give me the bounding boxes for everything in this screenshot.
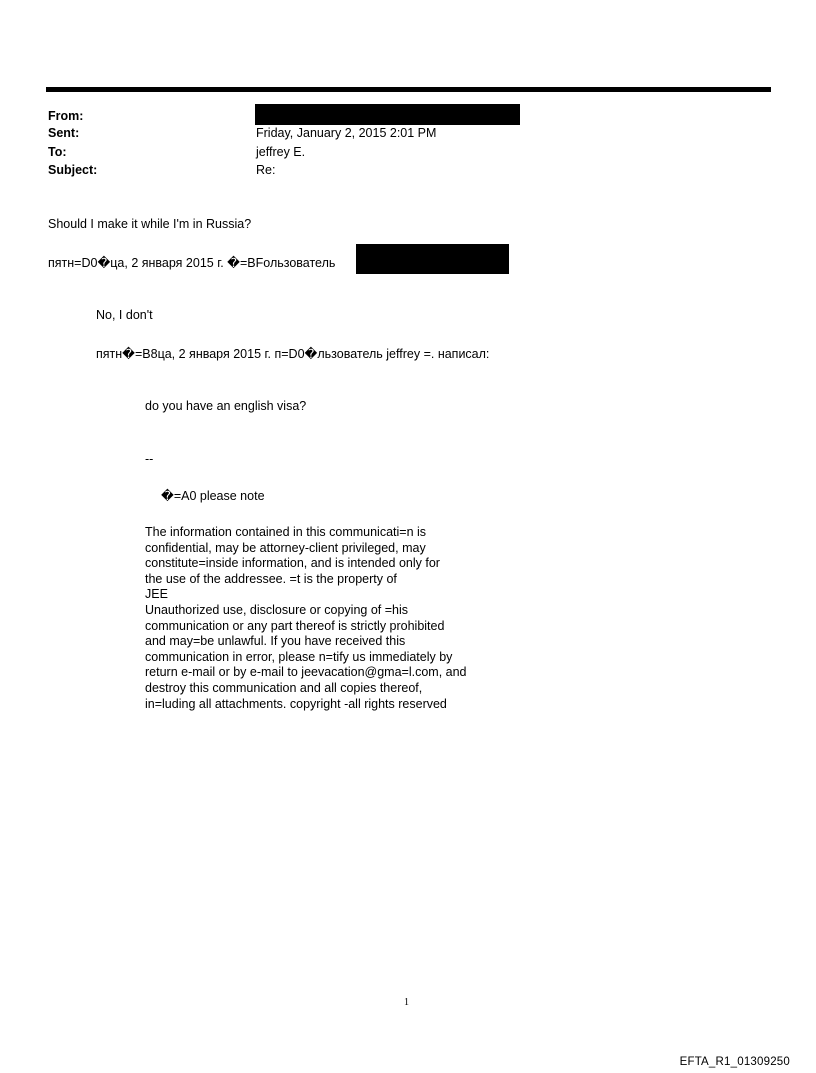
disclaimer-line: constitute=inside information, and is intended only for bbox=[145, 556, 440, 571]
quote-header-2: пятн�=B8ца, 2 января 2015 г. п=D0�льзователь jeffrey =. написал: bbox=[96, 347, 490, 361]
disclaimer-block bbox=[145, 525, 505, 712]
disclaimer-line: Unauthorized use, disclosure or copying of =his bbox=[145, 602, 408, 617]
disclaimer-line: JEE bbox=[145, 587, 168, 602]
disclaimer-line: communication in error, please n=tify us immediately by bbox=[145, 649, 453, 664]
quote-header-1: пятн=D0�ца, 2 января 2015 г. �=BFользователь bbox=[48, 256, 336, 270]
to-label: To: bbox=[48, 145, 67, 159]
header-rule bbox=[46, 87, 771, 92]
page-number: 1 bbox=[404, 997, 409, 1008]
redacted-sender bbox=[255, 104, 520, 125]
sent-value: Friday, January 2, 2015 2:01 PM bbox=[256, 126, 437, 140]
please-note-line: �=A0 please note bbox=[161, 489, 265, 503]
redacted-quote-author bbox=[356, 244, 509, 274]
disclaimer-line: the use of the addressee. =t is the property of bbox=[145, 571, 397, 586]
disclaimer-line: and may=be unlawful. If you have received this bbox=[145, 634, 406, 649]
from-label: From: bbox=[48, 109, 84, 123]
disclaimer-line: in=luding all attachments. copyright -all rights reserved bbox=[145, 696, 447, 711]
to-value: jeffrey E. bbox=[256, 145, 306, 159]
document-id: EFTA_R1_01309250 bbox=[679, 1056, 790, 1068]
subject-label: Subject: bbox=[48, 163, 98, 177]
disclaimer-line: communication or any part thereof is strictly prohibited bbox=[145, 618, 445, 633]
disclaimer-line: return e-mail or by e-mail to jeevacation@gma=l.com, and bbox=[145, 665, 467, 680]
sent-label: Sent: bbox=[48, 126, 80, 140]
question-line: do you have an english visa? bbox=[145, 399, 307, 413]
disclaimer-line: destroy this communication and all copies thereof, bbox=[145, 680, 423, 695]
disclaimer-line: The information contained in this communicati=n is bbox=[145, 525, 427, 539]
disclaimer-line: confidential, may be attorney-client privileged, may bbox=[145, 540, 426, 555]
reply-line: No, I don't bbox=[96, 308, 153, 322]
subject-value: Re: bbox=[256, 163, 276, 177]
signature-dashes: -- bbox=[145, 452, 154, 466]
message-line-1: Should I make it while I'm in Russia? bbox=[48, 217, 252, 231]
